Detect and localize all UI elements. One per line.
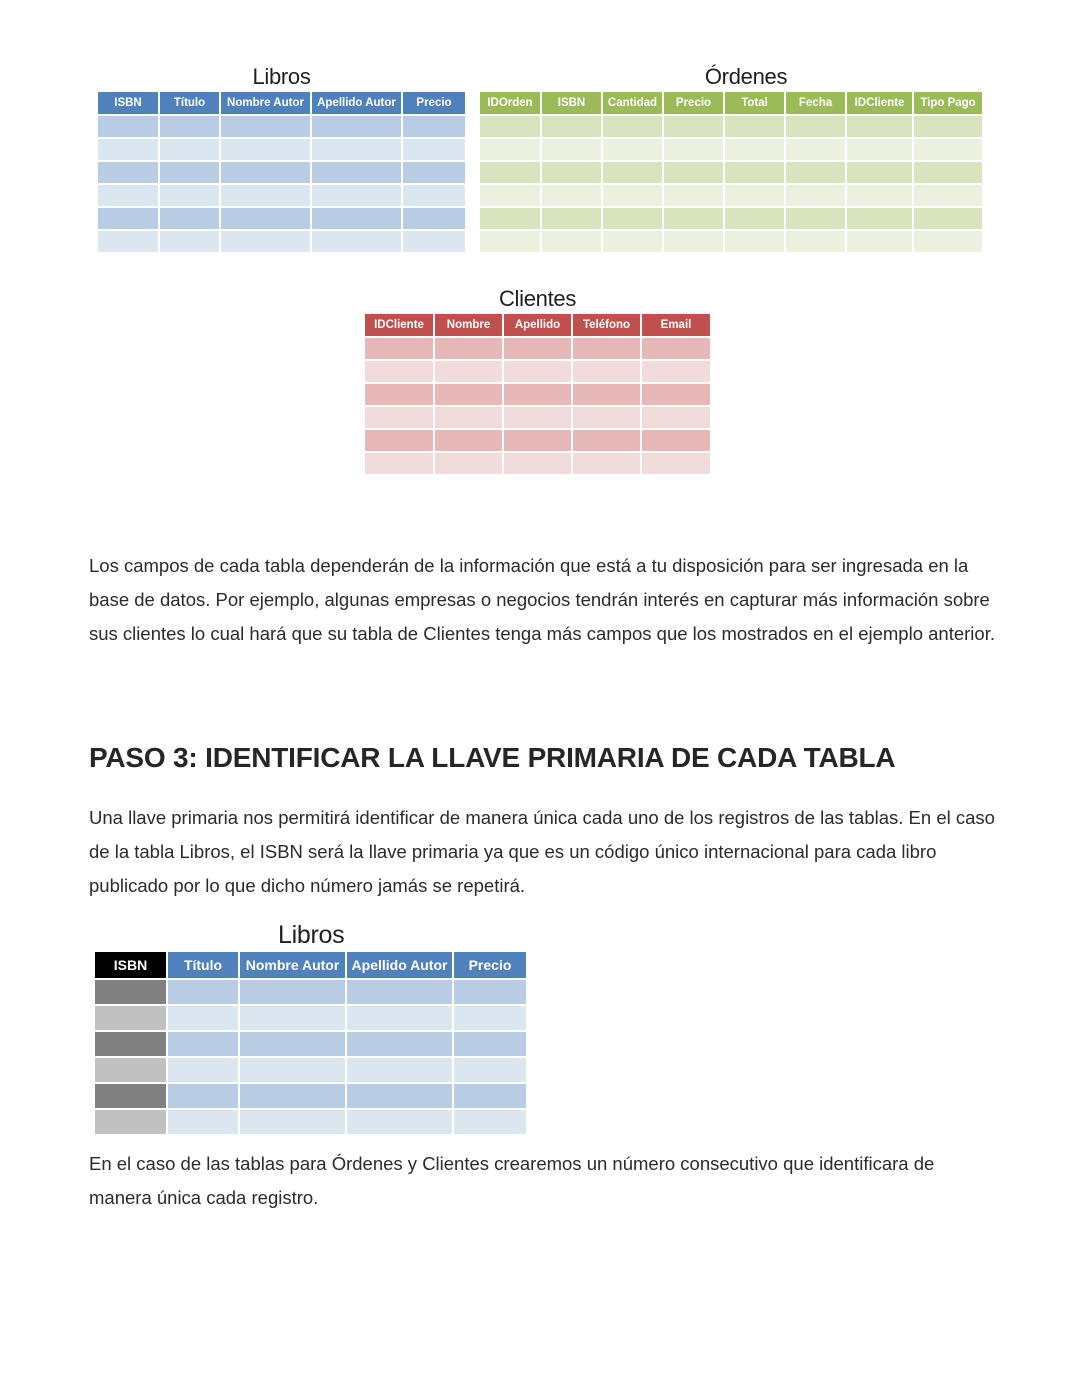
- table-row: [365, 360, 710, 383]
- table-row: [365, 406, 710, 429]
- table-row: [95, 1057, 526, 1083]
- table-row: [480, 161, 982, 184]
- column-header: Título: [167, 952, 239, 979]
- column-header: Nombre Autor: [239, 952, 346, 979]
- table-row: [480, 230, 982, 252]
- table-row: [95, 1109, 526, 1134]
- column-header: IDCliente: [365, 314, 434, 337]
- column-header: Tipo Pago: [913, 92, 982, 115]
- clientes-table-title: Clientes: [498, 286, 577, 311]
- section-heading: PASO 3: IDENTIFICAR LA LLAVE PRIMARIA DE CADA TABLA: [89, 742, 896, 773]
- primary-key-header: ISBN: [95, 952, 167, 979]
- column-header: Precio: [453, 952, 526, 979]
- ordenes-table-diagram: [480, 64, 982, 252]
- libros-table-diagram: [98, 64, 465, 252]
- ordenes-table-title: Órdenes: [704, 64, 788, 89]
- column-header: Título: [159, 92, 220, 115]
- column-header: Total: [724, 92, 785, 115]
- column-header: Precio: [402, 92, 465, 115]
- column-header: Fecha: [785, 92, 846, 115]
- column-header: Precio: [663, 92, 724, 115]
- column-header: IDOrden: [480, 92, 541, 115]
- table-row: [98, 161, 465, 184]
- paragraph-llave-primaria: Una llave primaria nos permitirá identificar de manera única cada uno de los registros de las tablas. En el caso de la tabla Libros, el ISBN será la llave primaria ya que es un código único internacional para cada libro publicado por lo que dicho número jamás se repetirá.: [89, 807, 995, 896]
- table-row: [480, 115, 982, 138]
- table-row: [95, 1083, 526, 1109]
- table-row: [98, 207, 465, 230]
- table-row: [95, 1005, 526, 1031]
- column-header: Email: [641, 314, 710, 337]
- column-header: Nombre Autor: [220, 92, 311, 115]
- column-header: Cantidad: [602, 92, 663, 115]
- table-row: [365, 429, 710, 452]
- libros-table-title: Libros: [252, 64, 311, 89]
- clientes-table: [365, 314, 710, 474]
- table-row: [480, 207, 982, 230]
- column-header: Apellido Autor: [346, 952, 453, 979]
- libros-key-table-diagram: [95, 920, 526, 1134]
- table-row: [95, 1031, 526, 1057]
- column-header: Nombre: [434, 314, 503, 337]
- paragraph-campos: Los campos de cada tabla dependerán de la información que está a tu disposición para ser ingresada en la base de datos. Por ejemplo, algunas empresas o negocios tendrán interés en capturar más información sobre sus clientes lo cual hará que su tabla de Clientes tenga más campos que los mostrados en el ejemplo anterior.: [89, 555, 995, 644]
- column-header: ISBN: [98, 92, 159, 115]
- table-row: [480, 184, 982, 207]
- table-row: [98, 230, 465, 252]
- table-row: [98, 115, 465, 138]
- table-row: [98, 184, 465, 207]
- paragraph-consecutivo: En el caso de las tablas para Órdenes y Clientes crearemos un número consecutivo que identificara de manera única cada registro.: [89, 1153, 935, 1208]
- table-row: [480, 138, 982, 161]
- clientes-table-diagram: [365, 286, 710, 474]
- column-header: ISBN: [541, 92, 602, 115]
- table-row: [98, 138, 465, 161]
- column-header: Apellido: [503, 314, 572, 337]
- table-row: [365, 452, 710, 474]
- column-header: Apellido Autor: [311, 92, 402, 115]
- table-row: [95, 979, 526, 1005]
- table-row: [365, 383, 710, 406]
- column-header: Teléfono: [572, 314, 641, 337]
- libros-table: [98, 92, 465, 252]
- libros-key-table: [95, 952, 526, 1134]
- ordenes-table: [480, 92, 982, 252]
- column-header: IDCliente: [846, 92, 913, 115]
- libros-key-table-title: Libros: [278, 921, 345, 949]
- table-row: [365, 337, 710, 360]
